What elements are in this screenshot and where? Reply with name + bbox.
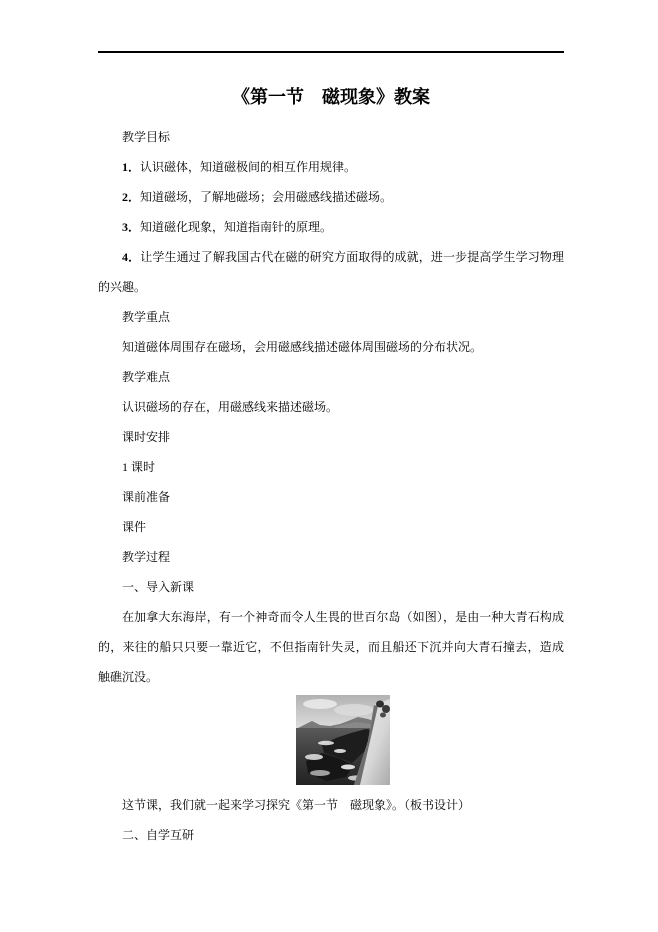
class-preparation-text: 课件 xyxy=(122,520,147,534)
goal-item-4: 4．让学生通过了解我国古代在磁的研究方面取得的成就，进一步提高学生学习物理的兴趣。 xyxy=(98,250,564,294)
doc-title: 《第一节 磁现象》教案 xyxy=(232,87,430,107)
island-photo xyxy=(296,695,390,785)
heading-class-schedule: 课时安排 xyxy=(122,430,171,444)
doc-body xyxy=(98,122,564,850)
list-number: 2． xyxy=(122,190,141,204)
heading-teaching-key-points: 教学重点 xyxy=(122,310,171,324)
goal-item-2: 2．知道磁场，了解地磁场；会用磁感线描述磁场。 xyxy=(122,190,393,204)
lead-in-story-paragraph: 在加拿大东海岸，有一个神奇而令人生畏的世百尔岛（如图），是由一种大青石构成的，来往的船只只要一靠近它，不但指南针失灵，而且船还下沉并向大青石撞去，造成触礁沉没。 xyxy=(98,610,564,684)
section-1-lead-in: 一、导入新课 xyxy=(122,580,195,594)
island-photo-figure xyxy=(296,695,390,785)
goal-item-1: 1．认识磁体，知道磁极间的相互作用规律。 xyxy=(122,160,357,174)
list-number: 4． xyxy=(122,250,141,264)
difficulties-text: 认识磁场的存在，用磁感线来描述磁场。 xyxy=(122,400,339,414)
lead-in-summary-paragraph: 这节课，我们就一起来学习探究《第一节 磁现象》。（板书设计） xyxy=(122,798,471,812)
key-points-text: 知道磁体周围存在磁场，会用磁感线描述磁体周围磁场的分布状况。 xyxy=(122,340,483,354)
heading-class-preparation: 课前准备 xyxy=(122,490,171,504)
list-number: 3． xyxy=(122,220,141,234)
heading-teaching-goals: 教学目标 xyxy=(122,130,171,144)
section-2-self-study: 二、自学互研 xyxy=(122,828,195,842)
heading-teaching-difficulties: 教学难点 xyxy=(122,370,171,384)
list-number: 1． xyxy=(122,160,141,174)
heading-teaching-process: 教学过程 xyxy=(122,550,171,564)
class-schedule-text: 1 课时 xyxy=(122,460,156,474)
header-rule xyxy=(98,51,564,53)
goal-item-3: 3．知道磁化现象，知道指南针的原理。 xyxy=(122,220,333,234)
